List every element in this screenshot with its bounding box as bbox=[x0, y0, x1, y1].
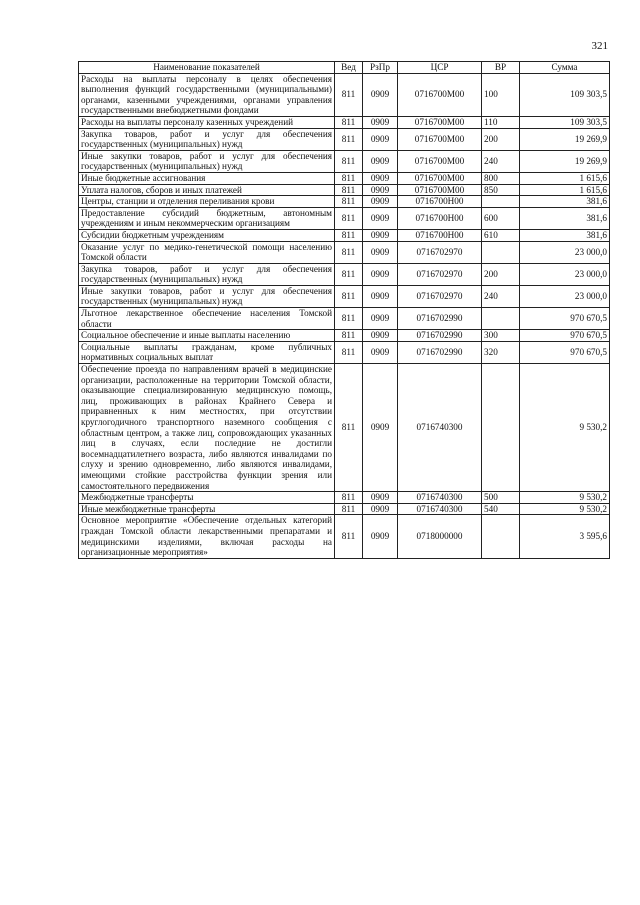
cell-sum: 19 269,9 bbox=[520, 128, 610, 150]
cell-rzpr: 0909 bbox=[363, 207, 398, 229]
cell-name: Льготное лекарственное обеспечение населения Томской области bbox=[79, 308, 335, 330]
cell-name: Оказание услуг по медико-генетической помощи населению Томской области bbox=[79, 241, 335, 263]
cell-rzpr: 0909 bbox=[363, 285, 398, 307]
cell-csr: 0716700Н00 bbox=[398, 196, 482, 208]
cell-rzpr: 0909 bbox=[363, 341, 398, 363]
cell-csr: 0716700М00 bbox=[398, 172, 482, 184]
table-row bbox=[79, 364, 610, 492]
cell-vr bbox=[482, 515, 520, 558]
cell-name: Иные закупки товаров, работ и услуг для обеспечения государственных (муниципальных) нужд bbox=[79, 285, 335, 307]
table-row bbox=[79, 128, 610, 150]
table-row bbox=[79, 515, 610, 558]
cell-name: Обеспечение проезда по направлениям врачей в медицинские организации, расположенные на территории Томской области, оказывающие специализированную медицинскую помощь, лиц, проживающих в районах Крайнего Севера и приравненных к ним местностях, при отсутствии круглогодичного транспортного наземного сообщения с областным центром, а также лиц, сопровождающих указанных лиц в случаях, если последние не достигли восемнадцатилетнего возраста, либо являются инвалидами по слуху и зрению одновременно, либо являются инвалидами, имеющими стойкие расстройства функции зрения или самостоятельного передвижения bbox=[79, 364, 335, 492]
table-row bbox=[79, 492, 610, 504]
cell-csr: 0716700Н00 bbox=[398, 207, 482, 229]
cell-csr: 0716700М00 bbox=[398, 150, 482, 172]
cell-sum: 23 000,0 bbox=[520, 285, 610, 307]
cell-csr: 0716702990 bbox=[398, 341, 482, 363]
cell-name: Расходы на выплаты персоналу в целях обеспечения выполнения функций государственными (муниципальными) органами, казенными учреждениями, органами управления государственными внебюджетными фондами bbox=[79, 73, 335, 116]
cell-ved: 811 bbox=[335, 364, 363, 492]
cell-csr: 0716740300 bbox=[398, 492, 482, 504]
cell-sum: 109 303,5 bbox=[520, 73, 610, 116]
cell-sum: 970 670,5 bbox=[520, 341, 610, 363]
cell-vr bbox=[482, 196, 520, 208]
cell-vr bbox=[482, 241, 520, 263]
cell-name: Социальные выплаты гражданам, кроме публичных нормативных социальных выплат bbox=[79, 341, 335, 363]
cell-sum: 381,6 bbox=[520, 207, 610, 229]
cell-vr: 320 bbox=[482, 341, 520, 363]
cell-csr: 0716702990 bbox=[398, 330, 482, 342]
cell-vr: 540 bbox=[482, 503, 520, 515]
cell-vr: 850 bbox=[482, 184, 520, 196]
table-header-row bbox=[79, 62, 610, 74]
cell-name: Социальное обеспечение и иные выплаты населению bbox=[79, 330, 335, 342]
table-row bbox=[79, 263, 610, 285]
cell-vr: 100 bbox=[482, 73, 520, 116]
header-sum: Сумма bbox=[520, 62, 610, 74]
cell-rzpr: 0909 bbox=[363, 229, 398, 241]
cell-name: Межбюджетные трансферты bbox=[79, 492, 335, 504]
cell-ved: 811 bbox=[335, 73, 363, 116]
page-number: 321 bbox=[591, 40, 608, 52]
cell-sum: 970 670,5 bbox=[520, 308, 610, 330]
cell-name: Иные межбюджетные трансферты bbox=[79, 503, 335, 515]
cell-rzpr: 0909 bbox=[363, 196, 398, 208]
cell-name: Субсидии бюджетным учреждениям bbox=[79, 229, 335, 241]
cell-vr bbox=[482, 364, 520, 492]
cell-rzpr: 0909 bbox=[363, 492, 398, 504]
table-row bbox=[79, 330, 610, 342]
cell-rzpr: 0909 bbox=[363, 116, 398, 128]
cell-ved: 811 bbox=[335, 503, 363, 515]
cell-csr: 0716700М00 bbox=[398, 184, 482, 196]
cell-sum: 9 530,2 bbox=[520, 364, 610, 492]
cell-ved: 811 bbox=[335, 172, 363, 184]
cell-ved: 811 bbox=[335, 150, 363, 172]
cell-csr: 0716702970 bbox=[398, 285, 482, 307]
cell-sum: 9 530,2 bbox=[520, 503, 610, 515]
cell-vr: 800 bbox=[482, 172, 520, 184]
cell-ved: 811 bbox=[335, 285, 363, 307]
table-row bbox=[79, 341, 610, 363]
cell-vr: 500 bbox=[482, 492, 520, 504]
cell-rzpr: 0909 bbox=[363, 330, 398, 342]
cell-rzpr: 0909 bbox=[363, 184, 398, 196]
cell-ved: 811 bbox=[335, 263, 363, 285]
cell-rzpr: 0909 bbox=[363, 241, 398, 263]
cell-name: Расходы на выплаты персоналу казенных учреждений bbox=[79, 116, 335, 128]
table-row bbox=[79, 150, 610, 172]
table-row bbox=[79, 207, 610, 229]
cell-sum: 23 000,0 bbox=[520, 241, 610, 263]
cell-name: Иные закупки товаров, работ и услуг для обеспечения государственных (муниципальных) нужд bbox=[79, 150, 335, 172]
cell-name: Предоставление субсидий бюджетным, автономным учреждениям и иным некоммерческим организациям bbox=[79, 207, 335, 229]
cell-csr: 0716702990 bbox=[398, 308, 482, 330]
cell-ved: 811 bbox=[335, 116, 363, 128]
cell-sum: 9 530,2 bbox=[520, 492, 610, 504]
cell-rzpr: 0909 bbox=[363, 308, 398, 330]
cell-vr: 200 bbox=[482, 128, 520, 150]
table-row bbox=[79, 503, 610, 515]
table-row bbox=[79, 241, 610, 263]
cell-name: Закупка товаров, работ и услуг для обеспечения государственных (муниципальных) нужд bbox=[79, 263, 335, 285]
cell-ved: 811 bbox=[335, 241, 363, 263]
cell-sum: 3 595,6 bbox=[520, 515, 610, 558]
cell-rzpr: 0909 bbox=[363, 150, 398, 172]
cell-ved: 811 bbox=[335, 330, 363, 342]
cell-ved: 811 bbox=[335, 229, 363, 241]
cell-csr: 0716700М00 bbox=[398, 116, 482, 128]
cell-ved: 811 bbox=[335, 308, 363, 330]
table-row bbox=[79, 184, 610, 196]
cell-sum: 381,6 bbox=[520, 229, 610, 241]
cell-csr: 0716702970 bbox=[398, 241, 482, 263]
cell-ved: 811 bbox=[335, 341, 363, 363]
cell-rzpr: 0909 bbox=[363, 73, 398, 116]
cell-rzpr: 0909 bbox=[363, 515, 398, 558]
cell-vr: 200 bbox=[482, 263, 520, 285]
cell-ved: 811 bbox=[335, 128, 363, 150]
cell-csr: 0716740300 bbox=[398, 364, 482, 492]
cell-csr: 0716702970 bbox=[398, 263, 482, 285]
cell-csr: 0716700М00 bbox=[398, 73, 482, 116]
cell-vr bbox=[482, 308, 520, 330]
table-row bbox=[79, 285, 610, 307]
cell-name: Закупка товаров, работ и услуг для обеспечения государственных (муниципальных) нужд bbox=[79, 128, 335, 150]
table-row bbox=[79, 229, 610, 241]
budget-table bbox=[78, 61, 610, 559]
cell-sum: 1 615,6 bbox=[520, 184, 610, 196]
cell-vr: 240 bbox=[482, 285, 520, 307]
table-row bbox=[79, 73, 610, 116]
header-vr: ВР bbox=[482, 62, 520, 74]
cell-vr: 300 bbox=[482, 330, 520, 342]
cell-name: Иные бюджетные ассигнования bbox=[79, 172, 335, 184]
cell-vr: 610 bbox=[482, 229, 520, 241]
cell-csr: 0716700Н00 bbox=[398, 229, 482, 241]
cell-csr: 0716740300 bbox=[398, 503, 482, 515]
cell-sum: 109 303,5 bbox=[520, 116, 610, 128]
cell-rzpr: 0909 bbox=[363, 263, 398, 285]
cell-vr: 240 bbox=[482, 150, 520, 172]
cell-name: Центры, станции и отделения переливания крови bbox=[79, 196, 335, 208]
header-rzpr: РзПр bbox=[363, 62, 398, 74]
cell-name: Уплата налогов, сборов и иных платежей bbox=[79, 184, 335, 196]
cell-rzpr: 0909 bbox=[363, 364, 398, 492]
table-row bbox=[79, 172, 610, 184]
cell-vr: 110 bbox=[482, 116, 520, 128]
cell-ved: 811 bbox=[335, 492, 363, 504]
table-body bbox=[79, 73, 610, 558]
cell-name: Основное мероприятие «Обеспечение отдельных категорий граждан Томской области лекарственными препаратами и медицинскими изделиями, включая расходы на организационные мероприятия» bbox=[79, 515, 335, 558]
cell-sum: 23 000,0 bbox=[520, 263, 610, 285]
cell-csr: 0716700М00 bbox=[398, 128, 482, 150]
header-csr: ЦСР bbox=[398, 62, 482, 74]
cell-sum: 970 670,5 bbox=[520, 330, 610, 342]
header-name: Наименование показателей bbox=[79, 62, 335, 74]
cell-rzpr: 0909 bbox=[363, 503, 398, 515]
table-row bbox=[79, 308, 610, 330]
cell-ved: 811 bbox=[335, 184, 363, 196]
table-row bbox=[79, 116, 610, 128]
cell-sum: 381,6 bbox=[520, 196, 610, 208]
cell-sum: 19 269,9 bbox=[520, 150, 610, 172]
cell-csr: 0718000000 bbox=[398, 515, 482, 558]
cell-ved: 811 bbox=[335, 515, 363, 558]
cell-rzpr: 0909 bbox=[363, 172, 398, 184]
table-row bbox=[79, 196, 610, 208]
cell-sum: 1 615,6 bbox=[520, 172, 610, 184]
cell-ved: 811 bbox=[335, 207, 363, 229]
cell-ved: 811 bbox=[335, 196, 363, 208]
header-ved: Вед bbox=[335, 62, 363, 74]
cell-rzpr: 0909 bbox=[363, 128, 398, 150]
cell-vr: 600 bbox=[482, 207, 520, 229]
